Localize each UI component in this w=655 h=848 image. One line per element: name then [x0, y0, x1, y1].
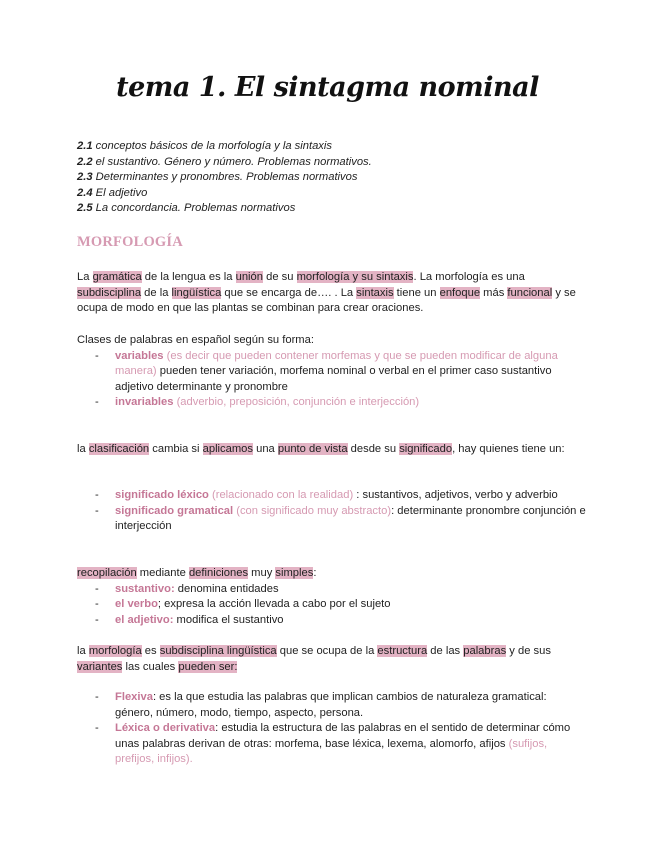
paragraph-grammar: La gramática de la lengua es la unión de su morfología y su sintaxis. La morfología es una subdisciplina de la lingüística que se encarga de…. . La sintaxis tiene un enfoque más funcional y se ocupa de modo en que las plantas se combinan para crear oraciones.	[77, 271, 576, 314]
toc-item: 2.3 Determinantes y pronombres. Problemas normativos	[77, 171, 358, 183]
list-item: - sustantivo: denomina entidades	[77, 582, 587, 598]
list-item: - variables (es decir que pueden contener morfemas y que se pueden modificar de alguna manera) pueden tener variación, morfema nominal o verbal en el primer caso sustantivo adjetivo determinante y pronombre	[77, 349, 587, 396]
toc-item: 2.4 El adjetivo	[77, 186, 148, 199]
page-title: tema 1. El sintagma nominal	[116, 72, 539, 103]
list-item: - Léxica o derivativa: estudia la estructura de las palabras en el sentido de determinar cómo unas palabras derivan de otras: morfema, base léxica, lexema, alomorfo, afijos (sufijos, prefijos, infijos).	[77, 721, 587, 768]
toc-item: 2.1 conceptos básicos de la morfología y la sintaxis	[77, 140, 332, 152]
list-item: - significado gramatical (con significado muy abstracto): determinante pronombre conjunción e interjección	[77, 504, 587, 535]
section-heading: MORFOLOGÍA	[77, 234, 183, 250]
paragraph-classification: la clasificación cambia si aplicamos una punto de vista desde su significado, hay quienes tiene un:	[77, 443, 565, 455]
table-of-contents	[77, 139, 587, 217]
list-item: - Flexiva: es la que estudia las palabras que implican cambios de naturaleza gramatical: género, número, modo, tiempo, aspecto, persona.	[77, 690, 587, 721]
meaning-list	[77, 488, 587, 535]
word-classes-intro: Clases de palabras en español según su forma:	[77, 334, 314, 346]
paragraph-morphology: la morfología es subdisciplina lingüística que se ocupa de la estructura de las palabras y de sus variantes las cuales pueden ser:	[77, 645, 551, 673]
morphology-types-list	[77, 690, 587, 768]
list-item: - invariables (adverbio, preposición, conjunción e interjección)	[77, 395, 587, 411]
definitions-intro: recopilación mediante definiciones muy simples:	[77, 567, 317, 579]
toc-item: 2.2 el sustantivo. Género y número. Problemas normativos.	[77, 155, 372, 168]
definitions-block	[77, 566, 587, 628]
word-classes-block	[77, 333, 587, 411]
toc-item: 2.5 La concordancia. Problemas normativos	[77, 202, 296, 214]
list-item: - el verbo; expresa la acción llevada a cabo por el sujeto	[77, 597, 587, 613]
list-item: - el adjetivo: modifica el sustantivo	[77, 613, 587, 629]
list-item: - significado léxico (relacionado con la realidad) : sustantivos, adjetivos, verbo y adverbio	[77, 488, 587, 504]
